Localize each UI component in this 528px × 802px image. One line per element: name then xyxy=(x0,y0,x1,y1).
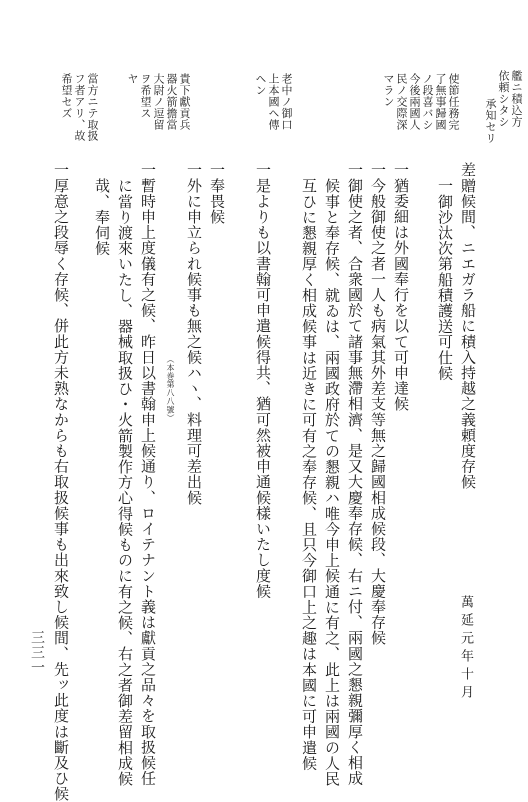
upper-note: 貴下獻貢兵 xyxy=(178,73,191,130)
text-column: に當り渡來いたし、器械取扱ひ・火箭製作方心得候ものに有之候、右之者御差留相成候 xyxy=(116,178,134,787)
upper-note: 依頼シタシ xyxy=(497,70,510,127)
text-column: 一奉畏候 xyxy=(208,162,226,225)
inline-reference-note: （本巻第八八號） xyxy=(166,355,175,423)
upper-note: 希望セズ xyxy=(60,73,73,119)
upper-note: 承知セリ xyxy=(484,98,497,144)
text-column: 哉、奉伺候 xyxy=(93,178,111,256)
text-column: 一是よりも以書翰可申遣候得共、猶可然被申通候樣いたし度候 xyxy=(254,162,272,599)
text-column: 一今般御使之者一人も病氣其外差支等無之歸國相成候段、大慶奉存候 xyxy=(369,162,387,646)
footer-date: 萬延元年十月 xyxy=(458,595,473,703)
upper-note: 大尉ノ逗留 xyxy=(152,73,165,130)
upper-note: ヤ xyxy=(126,73,139,85)
upper-note: ヘン xyxy=(254,73,267,96)
text-column: 一御沙汰次第船積護送可仕候 xyxy=(436,178,454,381)
upper-note: 民ノ交際深 xyxy=(395,73,408,130)
text-column: 一暫時申上度儀有之候、昨日以書翰申上候通り、ロイテナント義は獻貢之品々を取扱候任 xyxy=(139,162,157,786)
upper-note: 使節任務完 xyxy=(447,73,460,130)
text-column: 一御使之者、合衆國於て諸事無滯相濟、是又大慶奉存候、右ニ付、兩國之懇親彌厚く相成 xyxy=(346,162,364,786)
upper-note: 上本國ヘ傳 xyxy=(267,73,280,130)
upper-note: 了無事歸國 xyxy=(434,73,447,130)
page-number: 三三一 xyxy=(29,630,45,675)
upper-note: フ者アリ、故 xyxy=(73,73,86,142)
upper-note: 器火箭擔當 xyxy=(165,73,178,130)
upper-note: ヲ希望ス xyxy=(139,73,152,119)
text-column: 差贈候間、ニエガラ船に積入持越之義頼度存候 xyxy=(459,162,477,490)
upper-note: 今後兩國人 xyxy=(408,73,421,130)
upper-note: 老中ノ御口 xyxy=(280,73,293,130)
text-column: 一外に申立られ候事も無之候ハヽ、料理可差出候 xyxy=(185,162,203,506)
upper-note: ノ段喜バシ xyxy=(421,73,434,130)
upper-note: マラン xyxy=(382,73,395,108)
text-column: 一猶委細は外國奉行を以て可申達候 xyxy=(392,162,410,412)
upper-note: 艦ニ積込方 xyxy=(510,70,523,127)
text-column: 候事と奉存候、就ゐは、兩國政府於ての懇親ハ唯今申上候通に有之、此上は兩國の人民 xyxy=(323,178,341,787)
text-column: 一厚意之段辱く存候、併此方未熟なからも右取扱候事も出來致し候間、先ッ此度は斷及ひ候 xyxy=(52,162,70,802)
upper-note: 當方ニテ取扱 xyxy=(86,73,99,142)
text-column: 互ひに懇親厚く相成候事は近きに可有之奉存候、且只今御口上之趣は本國に可申遣候 xyxy=(300,178,318,771)
